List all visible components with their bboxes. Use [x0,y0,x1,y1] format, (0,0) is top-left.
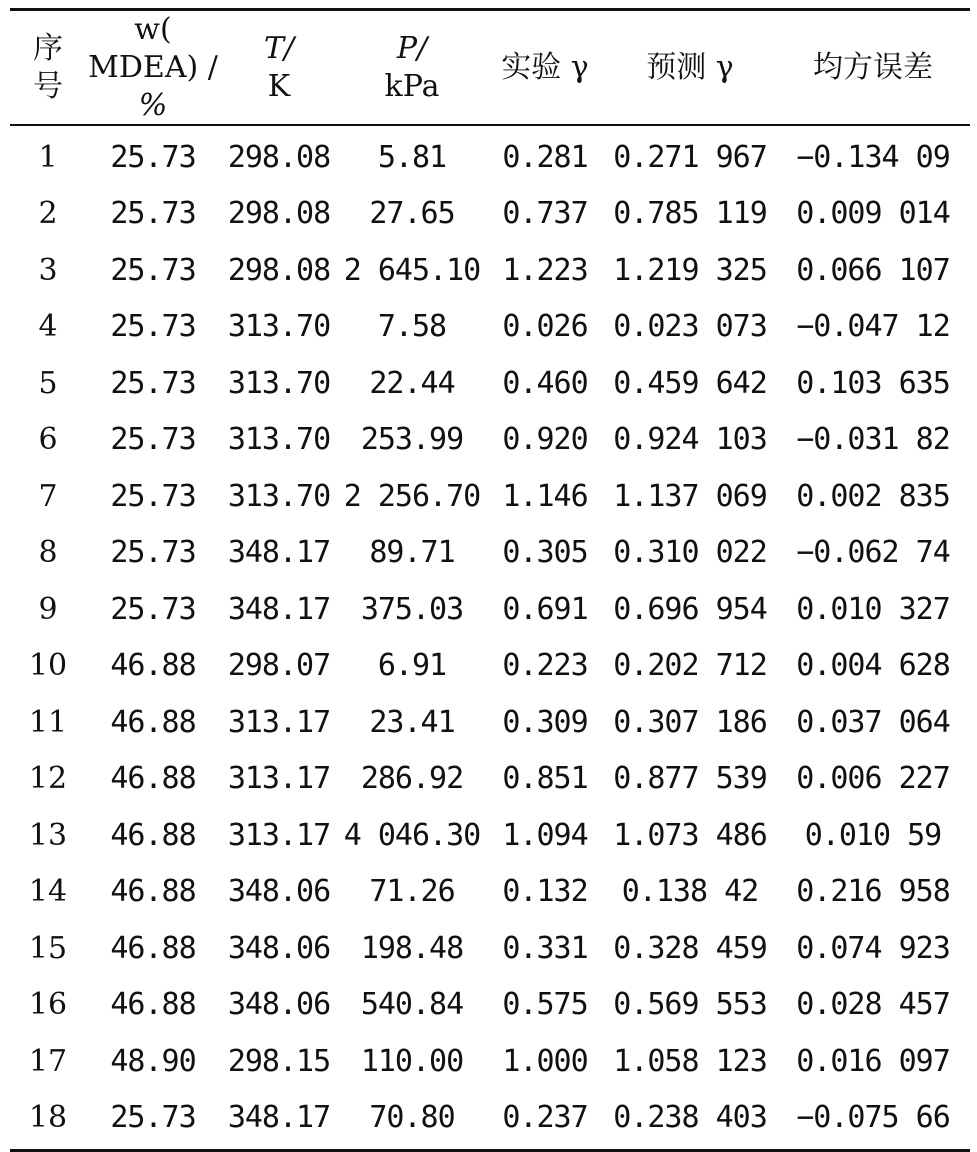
cell-row-index: 18 [28,1100,68,1136]
header-mdea-fraction [86,11,220,125]
cell-temperature: 298.08 [227,139,331,175]
cell-temperature: 313.70 [227,309,331,345]
cell-mdea-fraction: 25.73 [110,478,196,514]
cell-row-index: 1 [38,139,58,175]
cell-predicted-gamma: 1.219 325 [613,252,767,288]
table-row [10,751,970,808]
cell-pressure: 7.58 [377,309,447,345]
cell-mean-square-error: 0.074 923 [796,930,950,966]
cell-experimental-gamma: 0.851 [502,761,588,797]
cell-predicted-gamma: 0.785 119 [613,196,767,232]
cell-row-index: 13 [28,817,68,853]
table-row [10,299,970,356]
cell-pressure: 6.91 [377,648,447,684]
table-row [10,581,970,638]
cell-mean-square-error: −0.062 74 [796,535,950,571]
cell-row-index: 3 [38,252,58,288]
table-row [10,977,970,1034]
table-row [10,355,970,412]
cell-mean-square-error: −0.047 12 [796,309,950,345]
cell-mdea-fraction: 25.73 [110,196,196,232]
cell-pressure: 2 645.10 [343,252,481,288]
cell-mean-square-error: 0.037 064 [796,704,950,740]
cell-experimental-gamma: 0.575 [502,987,588,1023]
cell-temperature: 348.06 [227,987,331,1023]
cell-experimental-gamma: 1.223 [502,252,588,288]
cell-mean-square-error: 0.004 628 [796,648,950,684]
cell-predicted-gamma: 0.138 42 [621,874,759,910]
cell-row-index: 14 [28,874,68,910]
cell-pressure: 2 256.70 [343,478,481,514]
header-index-line1: 序 [33,30,63,66]
cell-temperature: 313.70 [227,422,331,458]
table-row [10,1033,970,1090]
cell-mean-square-error: 0.028 457 [796,987,950,1023]
cell-experimental-gamma: 0.331 [502,930,588,966]
cell-mean-square-error: 0.016 097 [796,1043,950,1079]
cell-temperature: 348.17 [227,591,331,627]
table-row [10,468,970,525]
cell-mean-square-error: −0.134 09 [796,139,950,175]
cell-temperature: 313.17 [227,817,331,853]
cell-row-index: 17 [28,1043,68,1079]
cell-mean-square-error: −0.075 66 [796,1100,950,1136]
cell-predicted-gamma: 0.023 073 [613,309,767,345]
cell-temperature: 313.17 [227,761,331,797]
cell-temperature: 313.70 [227,478,331,514]
cell-experimental-gamma: 1.094 [502,817,588,853]
cell-predicted-gamma: 0.569 553 [613,987,767,1023]
cell-mdea-fraction: 25.73 [110,591,196,627]
header-temperature-line2: K [267,68,291,104]
cell-pressure: 4 046.30 [343,817,481,853]
cell-experimental-gamma: 0.223 [502,648,588,684]
cell-mdea-fraction: 46.88 [110,817,196,853]
cell-pressure: 70.80 [369,1100,455,1136]
cell-pressure: 375.03 [360,591,464,627]
cell-pressure: 71.26 [369,874,455,910]
table-row [10,525,970,582]
cell-temperature: 298.08 [227,196,331,232]
header-predicted-gamma-label: 预测 γ [646,49,734,85]
header-mse-label: 均方误差 [813,49,933,85]
table-row [10,920,970,977]
cell-mean-square-error: 0.103 635 [796,365,950,401]
cell-predicted-gamma: 1.137 069 [613,478,767,514]
cell-predicted-gamma: 0.238 403 [613,1100,767,1136]
cell-mdea-fraction: 25.73 [110,252,196,288]
cell-row-index: 15 [28,930,68,966]
cell-mdea-fraction: 25.73 [110,1100,196,1136]
cell-predicted-gamma: 0.271 967 [613,139,767,175]
header-temperature [220,30,338,106]
cell-experimental-gamma: 0.281 [502,139,588,175]
cell-experimental-gamma: 1.000 [502,1043,588,1079]
cell-predicted-gamma: 0.202 712 [613,648,767,684]
table-row [10,864,970,921]
cell-mean-square-error: 0.216 958 [796,874,950,910]
cell-experimental-gamma: 1.146 [502,478,588,514]
cell-predicted-gamma: 1.058 123 [613,1043,767,1079]
cell-temperature: 298.08 [227,252,331,288]
header-pressure-line1: P/ [396,30,428,66]
cell-experimental-gamma: 0.691 [502,591,588,627]
table-row [10,129,970,186]
cell-temperature: 313.70 [227,365,331,401]
cell-pressure: 89.71 [369,535,455,571]
cell-mean-square-error: 0.010 59 [804,817,942,853]
cell-experimental-gamma: 0.305 [502,535,588,571]
cell-temperature: 348.17 [227,535,331,571]
table-header-row [10,11,970,124]
cell-predicted-gamma: 1.073 486 [613,817,767,853]
header-temperature-line1: T/ [263,30,295,66]
cell-experimental-gamma: 0.737 [502,196,588,232]
cell-mdea-fraction: 46.88 [110,930,196,966]
header-experimental-gamma-label: 实验 γ [501,49,589,85]
header-index [10,30,86,106]
cell-mdea-fraction: 25.73 [110,365,196,401]
cell-pressure: 253.99 [360,422,464,458]
cell-mean-square-error: −0.031 82 [796,422,950,458]
cell-mdea-fraction: 48.90 [110,1043,196,1079]
cell-experimental-gamma: 0.309 [502,704,588,740]
cell-mean-square-error: 0.009 014 [796,196,950,232]
table-row [10,807,970,864]
cell-mdea-fraction: 25.73 [110,139,196,175]
cell-predicted-gamma: 0.328 459 [613,930,767,966]
cell-row-index: 16 [28,987,68,1023]
cell-predicted-gamma: 0.696 954 [613,591,767,627]
cell-row-index: 5 [38,365,58,401]
cell-row-index: 9 [38,591,58,627]
table-row [10,242,970,299]
header-mean-square-error [776,49,970,87]
cell-row-index: 10 [28,648,68,684]
cell-row-index: 12 [28,761,68,797]
cell-row-index: 6 [38,422,58,458]
cell-row-index: 2 [38,196,58,232]
cell-predicted-gamma: 0.877 539 [613,761,767,797]
header-index-line2: 号 [33,68,63,104]
table-row [10,638,970,695]
cell-pressure: 23.41 [369,704,455,740]
cell-pressure: 5.81 [377,139,447,175]
cell-predicted-gamma: 0.310 022 [613,535,767,571]
header-mdea-line1: w( MDEA) / [88,11,218,85]
cell-pressure: 286.92 [360,761,464,797]
cell-row-index: 4 [38,309,58,345]
cell-experimental-gamma: 0.237 [502,1100,588,1136]
header-predicted-gamma [604,49,776,87]
cell-temperature: 348.06 [227,930,331,966]
cell-mdea-fraction: 46.88 [110,874,196,910]
data-table [10,8,970,1152]
header-mdea-line2: % [138,87,168,123]
cell-experimental-gamma: 0.460 [502,365,588,401]
cell-mean-square-error: 0.006 227 [796,761,950,797]
cell-mdea-fraction: 46.88 [110,648,196,684]
cell-pressure: 22.44 [369,365,455,401]
cell-predicted-gamma: 0.924 103 [613,422,767,458]
cell-mdea-fraction: 25.73 [110,535,196,571]
header-pressure [338,30,486,106]
cell-experimental-gamma: 0.132 [502,874,588,910]
cell-mean-square-error: 0.066 107 [796,252,950,288]
cell-mdea-fraction: 25.73 [110,309,196,345]
header-pressure-line2: kPa [384,68,440,104]
cell-predicted-gamma: 0.307 186 [613,704,767,740]
cell-temperature: 298.15 [227,1043,331,1079]
cell-temperature: 298.07 [227,648,331,684]
table-row [10,412,970,469]
table-row [10,1090,970,1147]
cell-row-index: 11 [28,704,68,740]
cell-mdea-fraction: 25.73 [110,422,196,458]
cell-temperature: 348.17 [227,1100,331,1136]
cell-temperature: 348.06 [227,874,331,910]
table-body [10,126,970,1149]
cell-mdea-fraction: 46.88 [110,761,196,797]
cell-mean-square-error: 0.010 327 [796,591,950,627]
cell-mean-square-error: 0.002 835 [796,478,950,514]
cell-mdea-fraction: 46.88 [110,704,196,740]
cell-pressure: 110.00 [360,1043,464,1079]
cell-temperature: 313.17 [227,704,331,740]
cell-pressure: 540.84 [360,987,464,1023]
cell-row-index: 7 [38,478,58,514]
cell-experimental-gamma: 0.920 [502,422,588,458]
header-experimental-gamma [486,49,604,87]
cell-mdea-fraction: 46.88 [110,987,196,1023]
cell-predicted-gamma: 0.459 642 [613,365,767,401]
cell-experimental-gamma: 0.026 [502,309,588,345]
cell-pressure: 27.65 [369,196,455,232]
table-row [10,694,970,751]
table-row [10,186,970,243]
cell-pressure: 198.48 [360,930,464,966]
cell-row-index: 8 [38,535,58,571]
